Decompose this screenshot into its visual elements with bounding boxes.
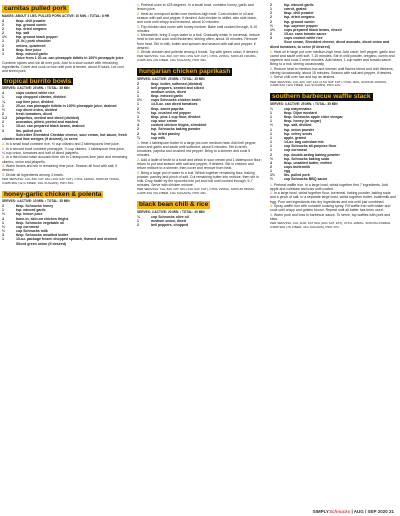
ingredient-qty: 4 bbox=[137, 123, 139, 128]
step-number: 1. bbox=[270, 182, 274, 187]
ingredient-text: tsp. dried parsley bbox=[151, 131, 180, 136]
step-item bbox=[2, 147, 128, 155]
ingredient-text: tbsp. Schnucks vegetable oil bbox=[16, 220, 65, 225]
step-item bbox=[137, 33, 263, 50]
column-1 bbox=[2, 2, 128, 247]
ingredient-text: tbsp. minced garlic bbox=[151, 94, 183, 99]
ingredient-qty: 1 bbox=[137, 218, 139, 223]
ingredient-text: tsp. cayenne pepper bbox=[284, 23, 318, 28]
recipe-meta-waffle-stack: SERVES: 4 ACTIVE: 25 MIN. • TOTAL: 35 MIN bbox=[270, 101, 338, 106]
ingredient-text: tsp. Schnucks baking powder bbox=[151, 127, 201, 132]
ingredient-qty: 1 bbox=[270, 115, 272, 120]
ingredient-qty: 2 bbox=[270, 19, 272, 24]
step-number: 3. bbox=[137, 170, 141, 175]
step-item bbox=[137, 158, 263, 170]
step-number: 5. bbox=[137, 50, 141, 55]
ingredient-text: bell peppers, seeded and sliced bbox=[151, 85, 204, 90]
step-text: Heat an ovenproof skillet over medium-high heat. Coat chicken in oil and season with salt and pepper, if desired. Add chicken to skillet, skin side down, and cook until crispy and browned, about 10 minutes. bbox=[137, 11, 257, 25]
ingredient-qty: 4 bbox=[2, 216, 4, 221]
ingredient-text: cups buttermilk bbox=[284, 164, 311, 169]
ingredient-text: lbs. pulled pork bbox=[284, 173, 310, 178]
ingredient-qty: 1½ bbox=[270, 27, 275, 32]
ingredient-text: tsp. minced garlic bbox=[16, 208, 46, 213]
ingredient-text: tbsp. chili powder bbox=[284, 11, 314, 16]
step-item bbox=[2, 142, 128, 146]
ingredient-list-waffle-stack bbox=[270, 107, 396, 182]
footer-brand: Schnucks bbox=[328, 509, 351, 514]
ingredient-text: cup Schnucks milk bbox=[16, 229, 48, 234]
ingredient-qty: 1 bbox=[270, 135, 272, 140]
step-number: 4. bbox=[2, 164, 6, 169]
ingredient-qty: 3 bbox=[2, 47, 4, 52]
ingredient-qty: 1 bbox=[2, 95, 4, 100]
ingredient-qty: 2 bbox=[2, 204, 4, 209]
ingredient-qty: 2 bbox=[137, 85, 139, 90]
ingredient-qty: 2 bbox=[137, 106, 139, 111]
step-text: In a third bowl mash avocado then stir in 2 teaspoons lime juice and remaining cilantro, onion and jalapeño. bbox=[2, 155, 128, 164]
ingredient-qty: 3 bbox=[2, 233, 4, 238]
ingredient-qty: 4 bbox=[270, 160, 272, 165]
ingredient-text: tsp. dried oregano bbox=[284, 15, 315, 20]
ingredient-qty: 1½ bbox=[270, 173, 275, 178]
ingredient-text: lbs. pulled pork bbox=[16, 128, 42, 133]
step-text: Meanwhile, bring 3 cups water to a boil. Gradually whisk in cornmeal, reduce heat to low and cook until thickened, stirring often, about 15 minutes. Remove from heat. Stir in milk, butter and spinach and season with salt and pepper, if desired. bbox=[137, 33, 260, 50]
ingredient-list-paprikash bbox=[137, 82, 263, 140]
step-number: 4. bbox=[137, 33, 141, 38]
step-item bbox=[2, 164, 128, 172]
ingredient-text: cup cornmeal bbox=[284, 148, 307, 153]
ingredient-text: tbsp. honey (or sugar) bbox=[284, 119, 321, 124]
ingredient-list-burrito-bowls bbox=[2, 91, 128, 141]
ingredient-qty: 1 bbox=[270, 131, 272, 136]
ingredient-text: onions, quartered bbox=[16, 43, 46, 48]
ingredient-text: cup milk bbox=[151, 135, 166, 140]
ingredient-text: fresh tomatoes, diced bbox=[16, 112, 53, 116]
ingredient-qty: ¾ bbox=[137, 135, 140, 140]
ingredient-text: cups cooked white rice bbox=[16, 91, 55, 96]
step-number: 2. bbox=[2, 146, 6, 151]
ingredient-text: tbsp. Dijon mustard bbox=[284, 110, 317, 115]
ingredient-text: cup sour cream bbox=[151, 119, 178, 124]
nutrition-paprikash: PER SERVING: CAL 640, FAT 42G (14G SAT. FAT), CHOL 215MG, SODIUM 950MG, CARB 33G (5G FIBER, 10G SUGARS), PRO 40G bbox=[137, 187, 255, 196]
ingredient-qty: 2 bbox=[137, 131, 139, 136]
ingredient-qty: 1 bbox=[2, 39, 4, 44]
ingredient-qty: 2 bbox=[2, 120, 4, 125]
step-number: 5. bbox=[2, 172, 6, 177]
recipe-title-black-bean-chili: black bean chili & rice bbox=[139, 200, 209, 208]
ingredient-text: Schreiber Shredded Cheddar cheese, sour cream, hot sauce, fresh cilantro and lime wedges (if desired), to serve bbox=[2, 132, 127, 141]
nutrition-black-bean-chili: PER SERVING: CAL 420, FAT 14G (2.5G SAT. FAT), CHOL 0MG, SODIUM 1010MG, CARB 63G (12G FIBER, 11G SUGARS), PRO 12G bbox=[270, 79, 388, 88]
ingredient-text: cup lime juice, divided bbox=[16, 99, 54, 104]
ingredient-qty: 2 bbox=[2, 26, 4, 31]
step-text: Heat oil in large pot over medium-high heat. Add onion, bell pepper, garlic and carrot and sauté until soft, 7-10 minutes. Stir in chili powder, oregano, cumin and cayenne and cook 2 more minutes. Add beans, 1 cup water and tomato sauce. Bring to a boil, stirring occasionally. bbox=[270, 49, 395, 67]
ingredient-qty: ¼ bbox=[137, 214, 140, 219]
step-number: 1. bbox=[137, 140, 141, 145]
step-text: Spray waffle iron with nonstick cooking spray. Fill waffle iron with batter and cook until crispy and golden brown. Repeat until all batter has been used. bbox=[270, 204, 391, 213]
ingredient-qty: 2 bbox=[2, 31, 4, 36]
ingredient-qty: 2 bbox=[270, 15, 272, 20]
step-number: 1. bbox=[2, 142, 6, 147]
ingredient-text: tsp. double-acting baking powder bbox=[284, 152, 340, 157]
step-text: Divide all ingredients among 4 bowls. bbox=[5, 172, 64, 177]
ingredient-text: (5- lb.) pork shoulder bbox=[16, 39, 51, 44]
ingredient-qty: ½ bbox=[270, 156, 273, 161]
ingredient-qty: 1 bbox=[2, 124, 4, 129]
ingredient-qty: ½ bbox=[270, 23, 273, 28]
ingredient-text: apple, grated bbox=[284, 135, 306, 140]
step-text: Divide chicken and polenta among 4 bowls. Top with green onion, if desired. bbox=[140, 50, 259, 55]
ingredient-item bbox=[2, 242, 128, 246]
step-number: 2. bbox=[137, 11, 141, 16]
step-item bbox=[137, 25, 263, 33]
ingredient-text: cup diced onion, divided bbox=[16, 107, 58, 112]
ingredient-text: tbsp. minced garlic bbox=[16, 51, 48, 56]
ingredient-qty: ⅓ bbox=[270, 106, 273, 111]
ingredient-qty: ¼ bbox=[2, 99, 5, 104]
ingredient-text: tbsp. butter, softened (divided) bbox=[151, 81, 203, 86]
ingredient-qty: 1 bbox=[270, 110, 272, 115]
ingredient-text: tbsp. Schnucks honey bbox=[16, 204, 54, 209]
ingredient-qty: 1 bbox=[137, 102, 139, 107]
ingredient-qty: 3 bbox=[2, 128, 4, 133]
ingredient-text: Sour cream, Shredded cheese, diced avocado, diced onion and diced tomatoes, to serve (if desired) bbox=[270, 40, 390, 49]
ingredient-text: tbsp. chili powder bbox=[16, 18, 46, 23]
ingredient-qty: 1 bbox=[270, 169, 272, 174]
recipe-meta-carnitas: MAKES: ABOUT 3 LBS. PULLED PORK ACTIVE: 10 MIN. • TOTAL: 8 HR bbox=[2, 13, 110, 18]
ingredient-text: cup Schnucks BBQ sauce bbox=[284, 177, 328, 182]
column-3 bbox=[270, 2, 396, 232]
ingredient-qty: 2 bbox=[270, 164, 272, 169]
ingredient-qty: 1-2 bbox=[2, 116, 8, 121]
ingredient-text: tsp. Schnucks baking soda bbox=[284, 156, 330, 161]
ingredient-text: tsp. lemon juice bbox=[16, 212, 43, 217]
step-list-waffle-stack bbox=[270, 183, 396, 222]
footer-prefix: SIMPLY bbox=[312, 509, 329, 514]
ingredient-text: jalapeños, seeded and diced (divided) bbox=[16, 116, 80, 121]
ingredient-text: tsp. salt, divided bbox=[284, 123, 312, 128]
nutrition-waffle-stack: PER SERVING: CAL 1100, FAT 62G (20G SAT. FAT), CHOL 195MG, SODIUM 2330MG, CARB 98G (7G FIBER, 31G SUGARS), PRO 47G bbox=[270, 221, 392, 229]
step-item bbox=[270, 183, 396, 191]
step-item bbox=[270, 213, 396, 221]
ingredient-text: tbsp. sweet paprika bbox=[151, 106, 184, 111]
step-list-burrito-bowls bbox=[2, 142, 128, 177]
ingredient-text: 15-oz. cans tomato sauce bbox=[284, 32, 327, 37]
ingredient-text: tbsp. plus 1 cup flour, divided bbox=[151, 114, 201, 119]
ingredient-item bbox=[270, 40, 396, 48]
ingredient-text: tsp. celery seeds bbox=[284, 131, 313, 136]
step-text: Serve chili over rice and top as desired. bbox=[273, 75, 336, 80]
ingredient-qty: 1 bbox=[270, 119, 272, 124]
step-item bbox=[2, 155, 128, 163]
ingredient-text: medium onion, diced bbox=[151, 218, 187, 223]
step-number: 1. bbox=[137, 3, 141, 7]
step-text: Bring a large pot of water to a boil. Whisk together remaining flour, baking powder, parsley and pinch of salt. Cut remaining butter into mixture, then stir in milk. Drop batter by the spoonful into pot and boil until cooked through, 5-7 minutes. Serve with chicken mixture. bbox=[137, 170, 259, 188]
ingredient-text: egg bbox=[284, 169, 291, 174]
ingredient-qty: ½ bbox=[2, 107, 5, 112]
recipe-title-honey-garlic: honey-garlic chicken & polenta bbox=[4, 190, 102, 198]
ingredient-qty: 2 bbox=[2, 22, 4, 27]
ingredient-text: tsp. ground cumin bbox=[16, 22, 47, 27]
ingredient-text: bell peppers, chopped bbox=[151, 222, 189, 227]
step-number: 3. bbox=[270, 75, 274, 80]
ingredient-text: 14-oz. bag coleslaw mix bbox=[284, 140, 324, 145]
ingredient-qty: 2 bbox=[270, 11, 272, 16]
nutrition-honey-garlic: PER SERVING: CAL 690, FAT 45G (15G SAT. FAT), CHOL 215MG, SODIUM 1904MG, CARB 36G (2G FIBER, 19G SUGARS), PRO 39G bbox=[137, 54, 257, 63]
ingredient-text: 10-oz. package frozen chopped spinach, thawed and drained bbox=[16, 237, 117, 242]
step-item bbox=[270, 204, 396, 212]
ingredient-qty: ½ bbox=[270, 177, 273, 182]
ingredient-qty: ½ bbox=[2, 224, 5, 229]
ingredient-text: cups cooked white rice bbox=[284, 36, 323, 41]
ingredient-qty: 2 bbox=[2, 43, 4, 48]
ingredient-qty: 3 bbox=[270, 36, 272, 41]
ingredient-text: tsp. ground cumin bbox=[284, 19, 315, 24]
recipe-meta-honey-garlic: SERVES: 4 ACTIVE: 10 MIN. • TOTAL: 35 MIN bbox=[2, 199, 70, 204]
ingredient-qty: ½ bbox=[2, 229, 5, 234]
ingredient-text: tsp. salt bbox=[16, 31, 30, 36]
ingredient-qty: ½ bbox=[137, 119, 140, 124]
ingredient-text: tbsp. lime juice bbox=[16, 47, 42, 52]
step-text: Add a ladle of broth to a bowl and whisk in sour cream and 1 tablespoon flour; return to pot and season with salt and pepper, if desired. Stir in chicken and return mixture to a simmer, then cover and remove from heat. bbox=[137, 157, 262, 171]
step-text: Warm beans and stir in remaining lime juice. Season all food with salt, if desired. bbox=[2, 164, 118, 173]
step-number: 1. bbox=[270, 49, 274, 54]
nutrition-burrito-bowls: PER SERVING: CAL 830, FAT 23G (10G SAT. FAT), CHOL 196MG, SODIUM 710MG, CARB 98G (12 G FIBER, 19G SUGARS), PRO 56G bbox=[2, 176, 120, 185]
recipe-meta-black-bean-chili: SERVES: 4 ACTIVE: 20 MIN. • TOTAL: 40 MIN bbox=[137, 209, 205, 214]
footer-issue: | AUG / SEP 2020 21 bbox=[350, 509, 394, 514]
ingredient-text: bone-in, skin-on chicken thighs bbox=[16, 216, 69, 221]
step-item bbox=[137, 12, 263, 24]
recipe-meta-paprikash: SERVES: 4 ACTIVE: 25 MIN. • TOTAL: 35 MIN bbox=[137, 76, 205, 81]
ingredient-text: cups Schnucks chicken broth bbox=[151, 98, 201, 103]
step-number: 4. bbox=[270, 212, 274, 217]
ingredient-qty: 1 bbox=[2, 103, 4, 108]
step-item bbox=[137, 171, 263, 188]
ingredient-qty: 1 bbox=[2, 208, 4, 213]
ingredient-text: avocados, pitted, peeled and mashed bbox=[16, 120, 79, 125]
ingredient-list-honey-garlic bbox=[2, 204, 128, 246]
step-item bbox=[270, 75, 396, 79]
step-item bbox=[270, 67, 396, 75]
step-item bbox=[137, 141, 263, 158]
step-number: 3. bbox=[270, 204, 274, 209]
step-list-honey-garlic bbox=[137, 3, 263, 54]
step-item bbox=[270, 191, 396, 203]
ingredient-item bbox=[137, 136, 263, 140]
recipe-meta-burrito-bowls: SERVES: 4 ACTIVE: 25 MIN. • TOTAL: 35 MIN bbox=[2, 86, 70, 91]
ingredient-item bbox=[270, 177, 396, 181]
ingredient-qty: 2 bbox=[270, 3, 272, 7]
step-number: 2. bbox=[270, 191, 274, 196]
ingredient-text: tbsp. Schnucks unsalted butter bbox=[16, 233, 69, 238]
recipe-title-paprikash: hungarian chicken paprikash bbox=[139, 68, 231, 76]
ingredient-qty: 2 bbox=[137, 222, 139, 227]
ingredient-text: cup Schnucks all-purpose flour bbox=[284, 144, 337, 149]
ingredient-qty: 2 bbox=[2, 112, 4, 116]
ingredient-text: tbsp. Schnucks apple cider vinegar bbox=[284, 115, 343, 120]
step-item bbox=[137, 3, 263, 11]
ingredient-text: tbsp. unsalted butter, melted bbox=[284, 160, 332, 165]
step-text: Warm pork and toss in barbecue sauce. To serve, top waffles with pork and slaw. bbox=[270, 212, 391, 222]
ingredient-qty: ⅓ bbox=[2, 212, 5, 217]
ingredient-text: cooked chicken thighs, shredded bbox=[151, 123, 207, 128]
column-2 bbox=[137, 2, 263, 228]
ingredient-text: tsp. ground black pepper bbox=[16, 35, 58, 40]
step-text: In a large bowl, whisk together flour, cornmeal, baking powder, baking soda and a pinch of salt. In a separate large bowl, whisk together butter, buttermilk and egg. Pour wet ingredients into dry ingredients and mix until just combined. bbox=[270, 191, 396, 204]
page-footer bbox=[313, 509, 394, 514]
ingredient-text: cup chopped cilantro, divided bbox=[16, 95, 66, 100]
ingredient-text: Sliced green onion (if desired) bbox=[16, 241, 67, 246]
ingredient-text: cup cornmeal bbox=[16, 224, 39, 229]
ingredient-text: carrot, grated bbox=[284, 7, 307, 12]
ingredient-qty: 1 bbox=[137, 94, 139, 99]
step-text: In a small bowl combine rice, ½ cup cilantro and 2 tablespoons lime juice. bbox=[5, 142, 120, 147]
ingredient-text: 20-oz. can pineapple tidbits in 100% pineapple juice, drained bbox=[16, 103, 117, 108]
recipe-title-waffle-stack: southern barbecue waffle stack bbox=[272, 93, 371, 101]
step-text: Preheat oven to 425 degrees. In a small bowl, combine honey, garlic and lemon juice. bbox=[137, 3, 254, 12]
ingredient-text: tsp. onion powder bbox=[284, 127, 315, 132]
ingredient-item bbox=[2, 133, 128, 141]
ingredient-qty: 1 bbox=[2, 51, 4, 56]
step-item bbox=[270, 50, 396, 67]
step-number: 2. bbox=[270, 66, 274, 71]
recipe-steps-carnitas: Combine spices and rub all over pork. Add to a slow cooker with remaining ingredients. Cover and cook on low until pork is tender, about 8 hours. Let cool and shred pork. bbox=[2, 61, 124, 74]
ingredient-list-black-bean-chili-cont bbox=[270, 3, 396, 49]
step-number: 2. bbox=[137, 157, 141, 162]
ingredient-text: cup mayonnaise bbox=[284, 106, 312, 111]
ingredient-text: tsp. dried oregano bbox=[16, 26, 47, 31]
ingredient-qty: 1 bbox=[2, 220, 4, 225]
step-text: Flip chicken and cover with honey mixture. Bake until cooked through, 8-10 minutes. bbox=[137, 24, 258, 33]
ingredient-qty: 1 bbox=[270, 127, 272, 132]
ingredient-item bbox=[2, 56, 128, 60]
step-list-black-bean-chili bbox=[270, 50, 396, 80]
step-text: Preheat waffle iron. In a large bowl, whisk together first 7 ingredients. Add apple and coleslaw and toss until coated. bbox=[270, 182, 388, 191]
ingredient-qty: 1 bbox=[270, 144, 272, 149]
step-number: 3. bbox=[137, 24, 141, 29]
ingredient-qty: 2 bbox=[270, 152, 272, 157]
ingredient-qty: 1 bbox=[270, 140, 272, 145]
ingredient-qty: 2 bbox=[270, 32, 272, 37]
step-text: Reduce heat to medium-low and simmer until flavors blend and chili thickens, stirring occasionally, about 15 minutes. Season with salt and pepper, if desired. bbox=[270, 66, 394, 75]
ingredient-text: tsp. minced garlic bbox=[284, 3, 314, 7]
ingredient-qty: ½ bbox=[270, 123, 273, 128]
ingredient-list-carnitas bbox=[2, 19, 128, 61]
ingredient-qty: 2 bbox=[137, 81, 139, 86]
step-list-paprikash bbox=[137, 141, 263, 188]
ingredient-text: tsp. crushed red pepper bbox=[151, 110, 191, 115]
ingredient-qty: 1 bbox=[137, 89, 139, 94]
ingredient-text: medium onion, diced bbox=[151, 89, 187, 94]
ingredient-text: Juice from 1 20-oz. can pineapple tidbits in 100% pineapple juice bbox=[16, 56, 124, 60]
ingredient-qty: 2 bbox=[137, 127, 139, 132]
step-text: Heat 1 tablespoon butter in a large pot over medium heat. Add bell pepper, onion and garlic and saute until softened, about 5 minutes. Stir in broth, tomatoes, paprika and crushed red pepper. Bring to a simmer and cook 5 minutes. bbox=[137, 140, 257, 158]
ingredient-qty: 4 bbox=[2, 91, 4, 96]
ingredient-qty: 1½ bbox=[137, 98, 142, 103]
ingredient-item bbox=[137, 223, 263, 227]
ingredient-text: 14.5-oz. can diced tomatoes bbox=[151, 102, 198, 107]
ingredient-text: cup Schnucks olive oil bbox=[151, 214, 189, 219]
ingredient-qty: ½ bbox=[137, 110, 140, 115]
ingredient-qty: 1½ bbox=[2, 35, 7, 40]
ingredient-qty: 1 bbox=[270, 7, 272, 12]
ingredient-qty: 3 bbox=[2, 18, 4, 23]
recipe-title-carnitas: carnitas pulled pork bbox=[4, 5, 67, 12]
recipe-title-burrito-bowls: tropical burrito bowls bbox=[4, 77, 72, 85]
ingredient-qty: 1 bbox=[270, 148, 272, 153]
ingredient-list-black-bean-chili bbox=[137, 215, 263, 227]
ingredient-qty: 1 bbox=[2, 237, 4, 242]
step-text: In a second bowl combine pineapple, ¼ cup cilantro, 1 tablespoon lime juice, ¼ cup onion, tomatoes and half of diced jalapeño. bbox=[2, 146, 125, 155]
ingredient-text: cups prepared black beans, rinsed bbox=[284, 27, 342, 32]
ingredient-qty: 1 bbox=[137, 114, 139, 119]
ingredient-text: 15-oz. can prepared black beans, drained bbox=[16, 124, 85, 129]
step-number: 3. bbox=[2, 155, 6, 160]
